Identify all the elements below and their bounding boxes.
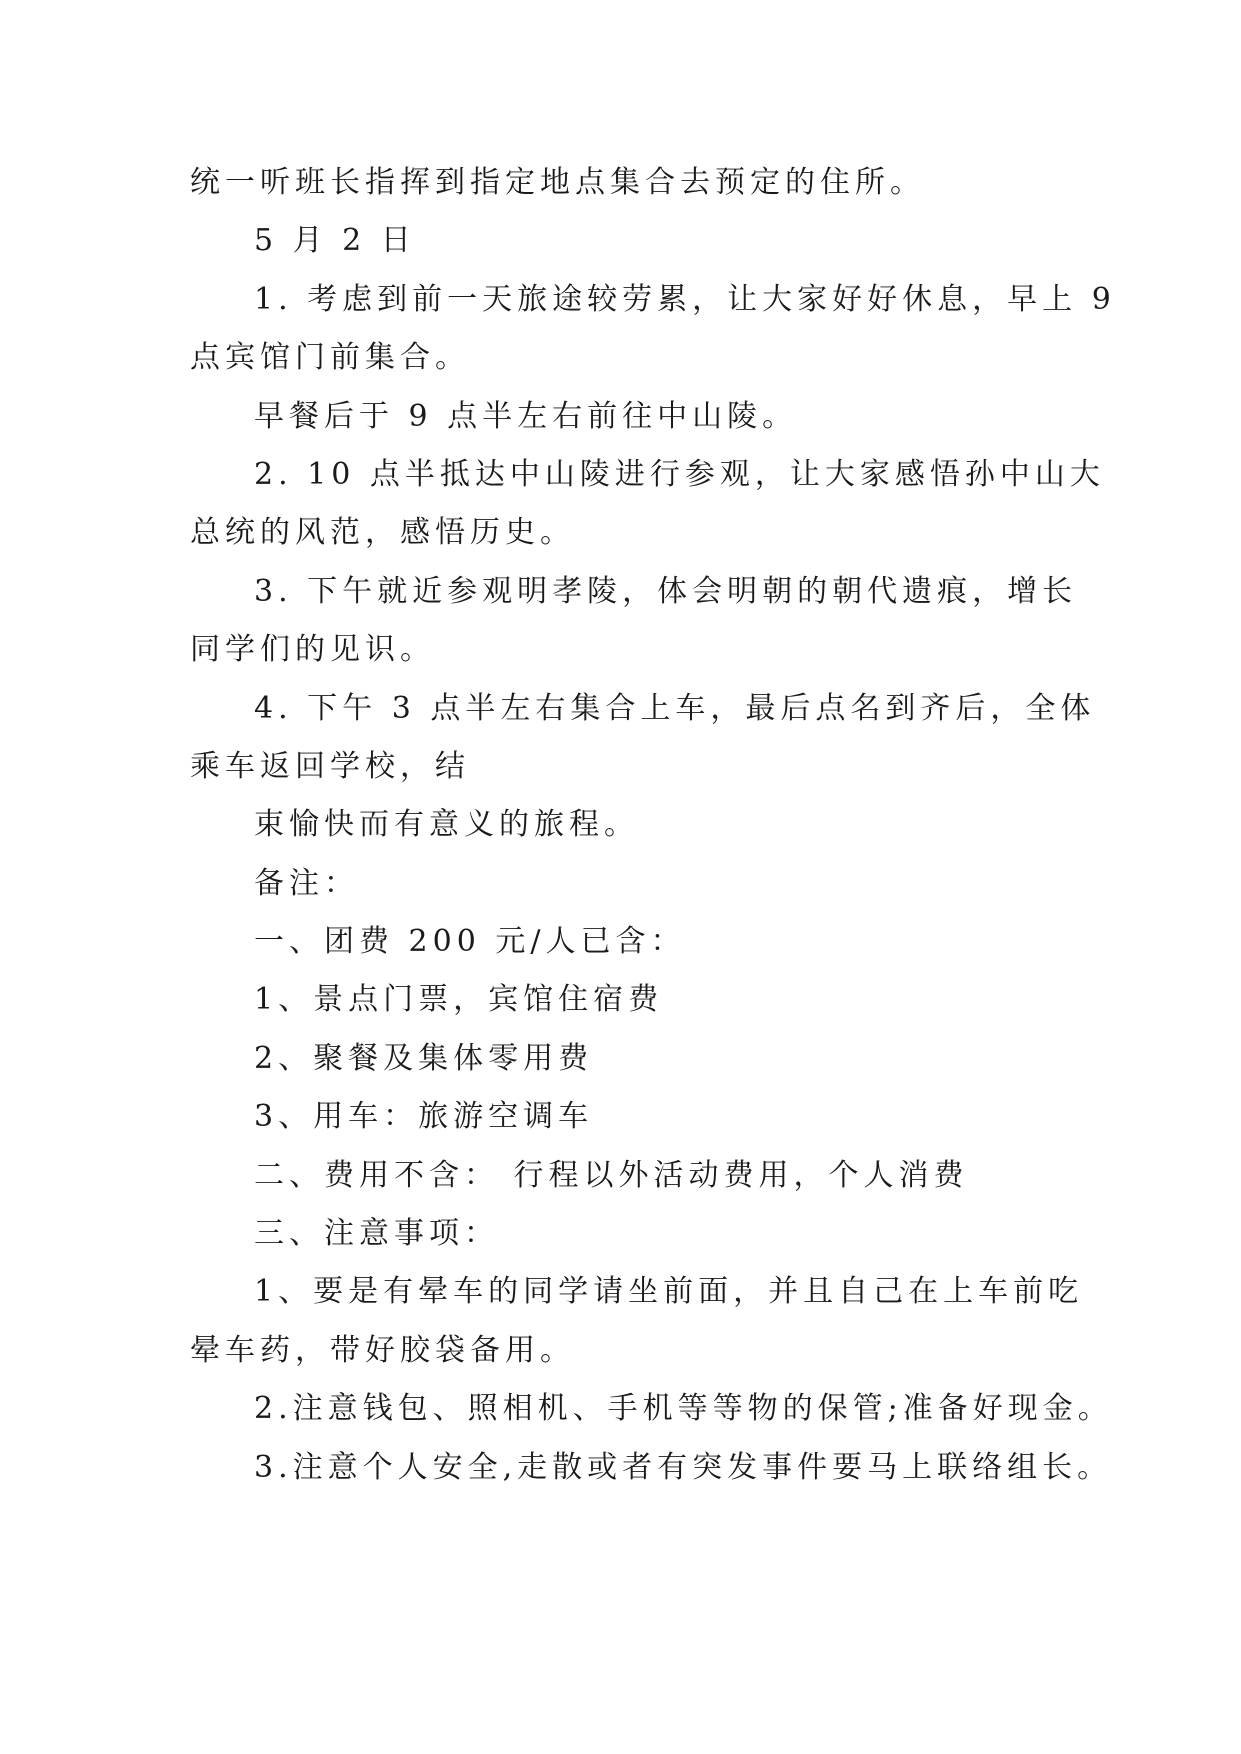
notes-heading: 备注： [254,865,359,901]
text-line: 1. 考虑到前一天旅途较劳累，让大家好好休息，早上 9 [254,281,1116,317]
text-line: 统一听班长指挥到指定地点集合去预定的住所。 [190,165,925,200]
text-line: 3. 下午就近参观明孝陵，体会明朝的朝代遗痕，增长 [254,573,1078,609]
text-line: 2. 10 点半抵达中山陵进行参观，让大家感悟孙中山大 [254,456,1105,492]
text-line: 总统的风范，感悟历史。 [190,515,575,551]
text-line: 5 月 2 日 [254,223,416,259]
text-line: 一、团费 200 元/人已含： [254,924,686,960]
text-line: 乘车返回学校，结 [190,748,470,784]
text-line: 4. 下午 3 点半左右集合上车，最后点名到齐后，全体 [254,690,1096,726]
text-line: 二、费用不含： 行程以外活动费用，个人消费 [254,1157,969,1193]
text-line: 1、景点门票，宾馆住宿费 [254,982,664,1018]
text-line: 三、注意事项： [254,1216,499,1252]
text-line: 晕车药，带好胶袋备用。 [190,1332,575,1368]
text-line: 点宾馆门前集合。 [190,340,470,376]
text-line: 1、要是有晕车的同学请坐前面，并且自己在上车前吃 [254,1274,1084,1310]
text-line: 3、用车：旅游空调车 [254,1099,594,1135]
text-line: 同学们的见识。 [190,632,435,668]
text-line: 2.注意钱包、照相机、手机等等物的保管;准备好现金。 [254,1391,1113,1427]
text-line: 2、聚餐及集体零用费 [254,1040,594,1076]
text-line: 早餐后于 9 点半左右前往中山陵。 [254,398,798,434]
document-body [190,154,1116,1497]
text-line: 束愉快而有意义的旅程。 [254,807,639,843]
text-line: 3.注意个人安全,走散或者有突发事件要马上联络组长。 [254,1449,1113,1485]
